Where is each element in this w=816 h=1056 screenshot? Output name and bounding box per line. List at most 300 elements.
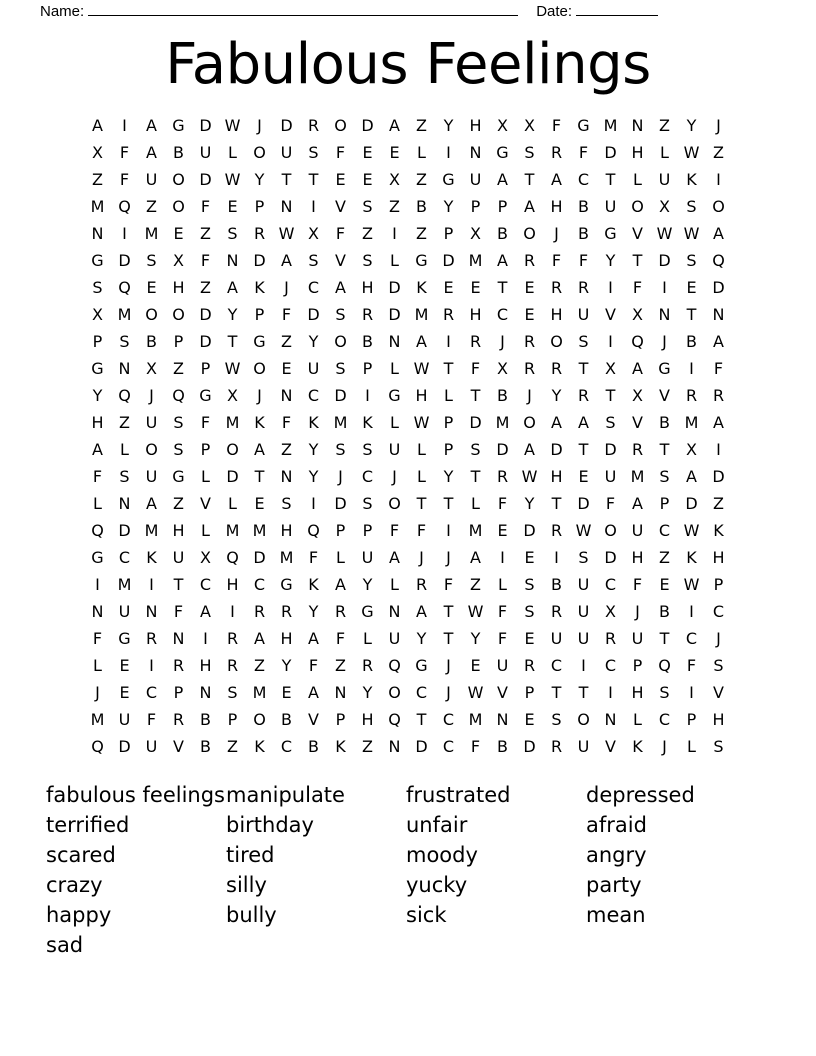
grid-cell[interactable]: V (713, 683, 724, 702)
grid-cell[interactable]: Z (362, 737, 373, 756)
grid-cell[interactable]: E (227, 197, 238, 216)
grid-cell[interactable]: S (524, 575, 535, 594)
grid-cell[interactable]: F (308, 656, 319, 675)
grid-cell[interactable]: T (578, 440, 589, 459)
grid-cell[interactable]: Y (254, 170, 265, 189)
grid-cell[interactable]: O (631, 197, 644, 216)
grid-cell[interactable]: W (575, 521, 592, 540)
grid-cell[interactable]: I (203, 629, 208, 648)
grid-cell[interactable]: T (416, 710, 427, 729)
grid-cell[interactable]: H (361, 278, 374, 297)
grid-cell[interactable]: D (118, 521, 131, 540)
grid-cell[interactable]: P (92, 332, 103, 351)
grid-cell[interactable]: K (686, 170, 697, 189)
grid-cell[interactable]: P (254, 305, 265, 324)
grid-cell[interactable]: P (173, 683, 184, 702)
grid-cell[interactable]: L (417, 143, 426, 162)
grid-cell[interactable]: U (388, 629, 401, 648)
grid-cell[interactable]: G (91, 251, 104, 270)
grid-cell[interactable]: U (577, 575, 590, 594)
grid-cell[interactable]: F (146, 710, 157, 729)
grid-cell[interactable]: D (523, 521, 536, 540)
grid-cell[interactable]: S (713, 737, 724, 756)
grid-cell[interactable]: D (658, 251, 671, 270)
word-list-item[interactable]: birthday (226, 813, 314, 837)
grid-cell[interactable]: B (497, 224, 508, 243)
grid-cell[interactable]: U (361, 548, 374, 567)
grid-cell[interactable]: L (633, 170, 642, 189)
grid-cell[interactable]: D (199, 116, 212, 135)
grid-cell[interactable]: S (173, 413, 184, 432)
grid-cell[interactable]: J (392, 467, 397, 486)
grid-cell[interactable]: D (226, 467, 239, 486)
grid-cell[interactable]: G (172, 467, 185, 486)
grid-cell[interactable]: O (334, 116, 347, 135)
grid-cell[interactable]: L (390, 359, 399, 378)
grid-cell[interactable]: P (200, 359, 211, 378)
grid-cell[interactable]: F (200, 251, 211, 270)
grid-cell[interactable]: Z (416, 224, 427, 243)
grid-cell[interactable]: U (577, 602, 590, 621)
grid-cell[interactable]: H (712, 710, 725, 729)
grid-cell[interactable]: Y (281, 656, 292, 675)
grid-cell[interactable]: F (389, 521, 400, 540)
grid-cell[interactable]: L (390, 251, 399, 270)
word-list-item[interactable]: frustrated (406, 783, 511, 807)
grid-cell[interactable]: N (388, 737, 401, 756)
grid-cell[interactable]: E (254, 494, 265, 513)
grid-cell[interactable]: Y (308, 332, 319, 351)
grid-cell[interactable]: U (550, 629, 563, 648)
grid-cell[interactable]: U (388, 440, 401, 459)
grid-cell[interactable]: T (551, 494, 562, 513)
grid-cell[interactable]: Z (254, 656, 265, 675)
grid-cell[interactable]: A (146, 116, 157, 135)
grid-cell[interactable]: A (227, 278, 238, 297)
grid-cell[interactable]: S (578, 548, 589, 567)
grid-cell[interactable]: S (362, 494, 373, 513)
grid-cell[interactable]: M (90, 710, 105, 729)
grid-cell[interactable]: K (308, 575, 319, 594)
grid-cell[interactable]: T (281, 170, 292, 189)
grid-cell[interactable]: C (307, 386, 320, 405)
grid-cell[interactable]: F (281, 305, 292, 324)
grid-cell[interactable]: D (415, 737, 428, 756)
grid-cell[interactable]: W (683, 143, 700, 162)
grid-cell[interactable]: C (685, 629, 698, 648)
grid-cell[interactable]: Y (227, 305, 238, 324)
grid-cell[interactable]: R (550, 278, 563, 297)
grid-cell[interactable]: F (632, 575, 643, 594)
grid-cell[interactable]: H (172, 278, 185, 297)
grid-cell[interactable]: N (496, 710, 509, 729)
grid-cell[interactable]: X (308, 224, 319, 243)
grid-cell[interactable]: J (338, 467, 343, 486)
word-list-item[interactable]: sick (406, 903, 447, 927)
grid-cell[interactable]: U (145, 737, 158, 756)
grid-cell[interactable]: Z (173, 359, 184, 378)
grid-cell[interactable]: F (497, 494, 508, 513)
grid-cell[interactable]: O (172, 305, 185, 324)
grid-cell[interactable]: G (91, 548, 104, 567)
grid-cell[interactable]: I (716, 440, 721, 459)
grid-cell[interactable]: X (605, 602, 616, 621)
grid-cell[interactable]: P (200, 440, 211, 459)
grid-cell[interactable]: N (280, 467, 293, 486)
grid-cell[interactable]: T (659, 440, 670, 459)
grid-cell[interactable]: C (280, 737, 293, 756)
grid-cell[interactable]: H (361, 710, 374, 729)
grid-cell[interactable]: U (577, 629, 590, 648)
grid-cell[interactable]: R (496, 467, 509, 486)
grid-cell[interactable]: U (658, 170, 671, 189)
grid-cell[interactable]: N (334, 683, 347, 702)
grid-cell[interactable]: N (280, 386, 293, 405)
grid-cell[interactable]: P (443, 224, 454, 243)
grid-cell[interactable]: I (689, 683, 694, 702)
grid-cell[interactable]: E (470, 278, 481, 297)
grid-cell[interactable]: D (685, 494, 698, 513)
grid-cell[interactable]: W (467, 683, 484, 702)
grid-cell[interactable]: G (280, 575, 293, 594)
grid-cell[interactable]: O (145, 305, 158, 324)
grid-cell[interactable]: L (444, 386, 453, 405)
word-list-item[interactable]: crazy (46, 873, 103, 897)
grid-cell[interactable]: H (550, 197, 563, 216)
grid-cell[interactable]: X (524, 116, 535, 135)
grid-cell[interactable]: U (172, 548, 185, 567)
grid-cell[interactable]: O (712, 197, 725, 216)
grid-cell[interactable]: S (524, 143, 535, 162)
grid-cell[interactable]: Z (200, 224, 211, 243)
grid-cell[interactable]: N (91, 224, 104, 243)
grid-cell[interactable]: L (417, 467, 426, 486)
grid-cell[interactable]: C (577, 170, 590, 189)
grid-cell[interactable]: H (172, 521, 185, 540)
grid-cell[interactable]: P (659, 494, 670, 513)
grid-cell[interactable]: B (497, 386, 508, 405)
grid-cell[interactable]: X (173, 251, 184, 270)
grid-cell[interactable]: G (496, 143, 509, 162)
grid-cell[interactable]: L (498, 575, 507, 594)
grid-cell[interactable]: Y (551, 386, 562, 405)
grid-cell[interactable]: A (92, 440, 103, 459)
grid-cell[interactable]: T (578, 683, 589, 702)
grid-cell[interactable]: I (149, 575, 154, 594)
grid-cell[interactable]: A (200, 602, 211, 621)
grid-cell[interactable]: H (415, 386, 428, 405)
grid-cell[interactable]: W (224, 116, 241, 135)
grid-cell[interactable]: E (443, 278, 454, 297)
grid-cell[interactable]: K (686, 548, 697, 567)
grid-cell[interactable]: A (308, 683, 319, 702)
grid-cell[interactable]: O (604, 521, 617, 540)
grid-cell[interactable]: B (173, 143, 184, 162)
grid-cell[interactable]: S (659, 683, 670, 702)
grid-cell[interactable]: Q (226, 548, 239, 567)
grid-cell[interactable]: A (146, 494, 157, 513)
grid-cell[interactable]: Y (524, 494, 535, 513)
grid-cell[interactable]: N (604, 710, 617, 729)
grid-cell[interactable]: J (257, 116, 262, 135)
grid-cell[interactable]: Q (712, 251, 725, 270)
grid-cell[interactable]: I (689, 359, 694, 378)
word-search-grid[interactable] (84, 112, 732, 760)
grid-cell[interactable]: Y (308, 467, 319, 486)
grid-cell[interactable]: B (659, 413, 670, 432)
grid-cell[interactable]: S (227, 683, 238, 702)
word-list-item[interactable]: unfair (406, 813, 468, 837)
grid-cell[interactable]: H (199, 656, 212, 675)
grid-cell[interactable]: E (335, 170, 346, 189)
grid-cell[interactable]: I (446, 332, 451, 351)
grid-cell[interactable]: T (551, 683, 562, 702)
word-list-item[interactable]: afraid (586, 813, 647, 837)
grid-cell[interactable]: M (684, 413, 699, 432)
grid-cell[interactable]: B (200, 737, 211, 756)
grid-cell[interactable]: O (388, 683, 401, 702)
grid-cell[interactable]: F (308, 548, 319, 567)
grid-cell[interactable]: S (362, 197, 373, 216)
grid-cell[interactable]: U (118, 602, 131, 621)
grid-cell[interactable]: U (577, 305, 590, 324)
grid-cell[interactable]: B (362, 332, 373, 351)
grid-cell[interactable]: E (362, 143, 373, 162)
grid-cell[interactable]: A (335, 278, 346, 297)
grid-cell[interactable]: D (253, 251, 266, 270)
grid-cell[interactable]: E (524, 710, 535, 729)
grid-cell[interactable]: P (227, 710, 238, 729)
grid-cell[interactable]: H (226, 575, 239, 594)
grid-cell[interactable]: V (335, 251, 346, 270)
grid-cell[interactable]: B (578, 224, 589, 243)
grid-cell[interactable]: D (469, 413, 482, 432)
grid-cell[interactable]: C (442, 710, 455, 729)
grid-cell[interactable]: V (632, 413, 643, 432)
grid-cell[interactable]: Y (443, 116, 454, 135)
grid-cell[interactable]: B (308, 737, 319, 756)
grid-cell[interactable]: M (117, 305, 132, 324)
grid-cell[interactable]: L (93, 656, 102, 675)
grid-cell[interactable]: O (172, 170, 185, 189)
grid-cell[interactable]: Z (659, 116, 670, 135)
grid-cell[interactable]: O (226, 440, 239, 459)
grid-cell[interactable]: P (362, 521, 373, 540)
grid-cell[interactable]: T (659, 629, 670, 648)
grid-cell[interactable]: D (334, 494, 347, 513)
grid-cell[interactable]: R (685, 386, 698, 405)
grid-cell[interactable]: R (361, 656, 374, 675)
grid-cell[interactable]: G (118, 629, 131, 648)
grid-cell[interactable]: Y (416, 629, 427, 648)
grid-cell[interactable]: I (581, 656, 586, 675)
grid-cell[interactable]: S (308, 251, 319, 270)
grid-cell[interactable]: J (500, 332, 505, 351)
grid-cell[interactable]: J (284, 278, 289, 297)
grid-cell[interactable]: X (497, 359, 508, 378)
grid-cell[interactable]: V (335, 197, 346, 216)
grid-cell[interactable]: A (497, 170, 508, 189)
grid-cell[interactable]: S (119, 467, 130, 486)
grid-cell[interactable]: T (254, 467, 265, 486)
grid-cell[interactable]: O (253, 359, 266, 378)
grid-cell[interactable]: H (550, 467, 563, 486)
name-write-line[interactable] (88, 2, 518, 16)
grid-cell[interactable]: S (362, 440, 373, 459)
grid-cell[interactable]: D (334, 386, 347, 405)
grid-cell[interactable]: I (608, 332, 613, 351)
grid-cell[interactable]: M (468, 251, 483, 270)
grid-cell[interactable]: D (442, 251, 455, 270)
grid-cell[interactable]: V (659, 386, 670, 405)
grid-cell[interactable]: A (686, 467, 697, 486)
grid-cell[interactable]: I (392, 224, 397, 243)
grid-cell[interactable]: X (497, 116, 508, 135)
grid-cell[interactable]: C (604, 575, 617, 594)
grid-cell[interactable]: D (388, 305, 401, 324)
grid-cell[interactable]: U (145, 413, 158, 432)
grid-cell[interactable]: Q (172, 386, 185, 405)
grid-cell[interactable]: F (713, 359, 724, 378)
grid-cell[interactable]: K (335, 737, 346, 756)
grid-cell[interactable]: D (118, 251, 131, 270)
grid-cell[interactable]: Z (173, 494, 184, 513)
grid-cell[interactable]: H (631, 548, 644, 567)
grid-cell[interactable]: O (334, 332, 347, 351)
grid-cell[interactable]: F (335, 143, 346, 162)
grid-cell[interactable]: U (496, 656, 509, 675)
grid-cell[interactable]: D (604, 440, 617, 459)
grid-cell[interactable]: C (550, 656, 563, 675)
grid-cell[interactable]: A (551, 413, 562, 432)
grid-cell[interactable]: U (280, 143, 293, 162)
grid-cell[interactable]: F (632, 278, 643, 297)
grid-cell[interactable]: P (443, 413, 454, 432)
grid-cell[interactable]: N (118, 494, 131, 513)
grid-cell[interactable]: D (280, 116, 293, 135)
grid-cell[interactable]: K (254, 737, 265, 756)
grid-cell[interactable]: S (578, 332, 589, 351)
grid-cell[interactable]: E (281, 359, 292, 378)
grid-cell[interactable]: F (92, 629, 103, 648)
grid-cell[interactable]: F (578, 251, 589, 270)
grid-cell[interactable]: G (658, 359, 671, 378)
grid-cell[interactable]: U (631, 629, 644, 648)
grid-cell[interactable]: N (631, 116, 644, 135)
grid-cell[interactable]: R (172, 656, 185, 675)
grid-cell[interactable]: A (416, 332, 427, 351)
grid-cell[interactable]: V (200, 494, 211, 513)
grid-cell[interactable]: L (228, 143, 237, 162)
grid-cell[interactable]: I (95, 575, 100, 594)
grid-cell[interactable]: C (118, 548, 131, 567)
grid-cell[interactable]: O (577, 710, 590, 729)
grid-cell[interactable]: D (604, 548, 617, 567)
grid-cell[interactable]: L (390, 575, 399, 594)
grid-cell[interactable]: R (226, 629, 239, 648)
grid-cell[interactable]: H (469, 116, 482, 135)
grid-cell[interactable]: D (307, 305, 320, 324)
grid-cell[interactable]: M (252, 521, 267, 540)
grid-cell[interactable]: N (172, 629, 185, 648)
grid-cell[interactable]: D (199, 170, 212, 189)
grid-cell[interactable]: X (632, 386, 643, 405)
grid-cell[interactable]: I (365, 386, 370, 405)
grid-cell[interactable]: C (253, 575, 266, 594)
grid-cell[interactable]: J (554, 224, 559, 243)
grid-cell[interactable]: A (416, 602, 427, 621)
grid-cell[interactable]: Q (307, 521, 320, 540)
grid-cell[interactable]: H (631, 143, 644, 162)
grid-cell[interactable]: V (632, 224, 643, 243)
grid-cell[interactable]: D (712, 467, 725, 486)
grid-cell[interactable]: U (469, 170, 482, 189)
grid-cell[interactable]: Y (443, 197, 454, 216)
grid-cell[interactable]: G (172, 116, 185, 135)
grid-cell[interactable]: L (93, 494, 102, 513)
grid-cell[interactable]: Y (308, 440, 319, 459)
grid-cell[interactable]: K (254, 413, 265, 432)
grid-cell[interactable]: M (90, 197, 105, 216)
grid-cell[interactable]: W (413, 359, 430, 378)
grid-cell[interactable]: Z (92, 170, 103, 189)
grid-cell[interactable]: P (362, 359, 373, 378)
grid-cell[interactable]: D (199, 332, 212, 351)
grid-cell[interactable]: A (713, 332, 724, 351)
grid-cell[interactable]: S (119, 332, 130, 351)
grid-cell[interactable]: L (201, 521, 210, 540)
grid-cell[interactable]: G (577, 116, 590, 135)
word-list-item[interactable]: party (586, 873, 642, 897)
grid-cell[interactable]: L (336, 548, 345, 567)
grid-cell[interactable]: E (119, 656, 130, 675)
grid-cell[interactable]: D (496, 440, 509, 459)
grid-cell[interactable]: H (712, 548, 725, 567)
grid-cell[interactable]: A (308, 629, 319, 648)
grid-cell[interactable]: O (523, 224, 536, 243)
grid-cell[interactable]: A (335, 575, 346, 594)
grid-cell[interactable]: S (605, 413, 616, 432)
grid-cell[interactable]: P (173, 332, 184, 351)
grid-cell[interactable]: V (497, 683, 508, 702)
grid-cell[interactable]: V (605, 305, 616, 324)
grid-cell[interactable]: O (550, 332, 563, 351)
word-list-item[interactable]: terrified (46, 813, 130, 837)
grid-cell[interactable]: A (713, 413, 724, 432)
grid-cell[interactable]: A (254, 440, 265, 459)
grid-cell[interactable]: F (416, 521, 427, 540)
word-list-item[interactable]: moody (406, 843, 478, 867)
grid-cell[interactable]: W (683, 224, 700, 243)
grid-cell[interactable]: R (334, 602, 347, 621)
grid-cell[interactable]: S (686, 251, 697, 270)
grid-cell[interactable]: S (335, 440, 346, 459)
grid-cell[interactable]: F (200, 197, 211, 216)
grid-cell[interactable]: E (389, 143, 400, 162)
grid-cell[interactable]: O (253, 710, 266, 729)
grid-cell[interactable]: K (308, 413, 319, 432)
grid-cell[interactable]: T (605, 386, 616, 405)
grid-cell[interactable]: E (497, 521, 508, 540)
grid-cell[interactable]: Y (92, 386, 103, 405)
grid-cell[interactable]: T (308, 170, 319, 189)
grid-cell[interactable]: I (446, 521, 451, 540)
grid-cell[interactable]: M (495, 413, 510, 432)
grid-cell[interactable]: U (145, 467, 158, 486)
grid-cell[interactable]: E (524, 305, 535, 324)
grid-cell[interactable]: U (577, 737, 590, 756)
grid-cell[interactable]: F (551, 251, 562, 270)
